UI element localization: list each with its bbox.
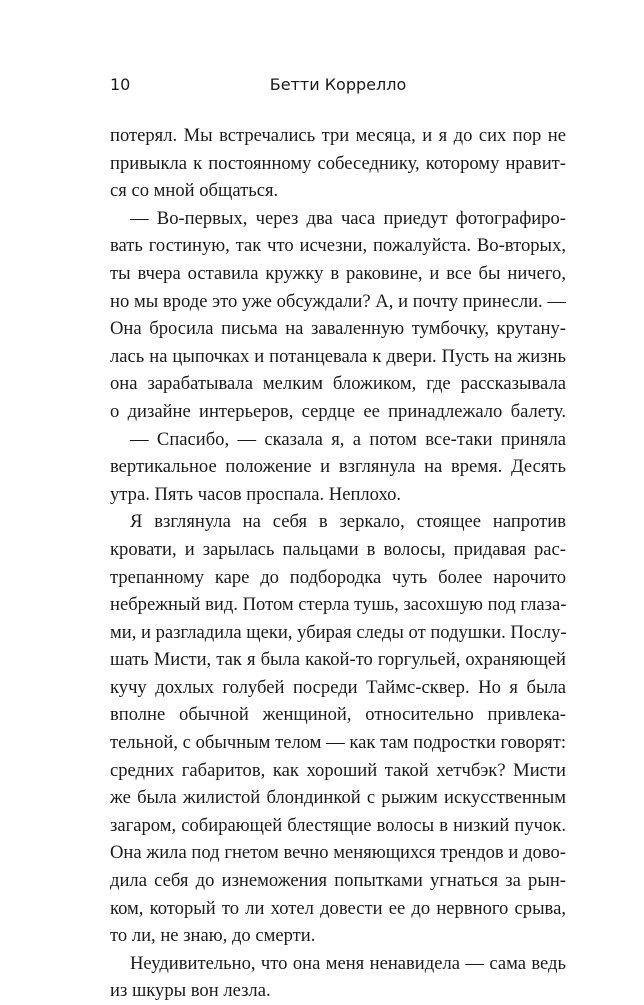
page-number: 10	[110, 75, 131, 94]
text-line: небрежный вид. Потом стерла тушь, засохшую под глаза-	[110, 594, 567, 616]
paragraph	[110, 508, 566, 950]
body-text	[110, 122, 566, 1005]
text-line: тельной, с обычным телом — как там подростки говорят:	[110, 732, 566, 754]
text-line: ми, и разгладила щеки, убирая следы от подушки. Послу-	[110, 621, 567, 643]
text-line: лась на цыпочках и потанцевала к двери. Пусть на жизнь	[110, 345, 566, 367]
text-line: то ли, не знаю, до смерти.	[110, 925, 316, 947]
text-line: Она бросила письма на заваленную тумбочку, крутану-	[110, 318, 566, 340]
text-line: потерял. Мы встречались три месяца, и я до сих пор не	[110, 125, 566, 146]
text-line: о дизайне интерьеров, сердце ее принадлежало балету.	[110, 400, 566, 422]
text-line: привыкла к постоянному собеседнику, которому нравит-	[110, 152, 566, 174]
text-line: же была жилистой блондинкой с рыжим искусственным	[110, 787, 566, 809]
text-line: трепанному каре до подбородка чуть более нарочито	[110, 566, 566, 588]
paragraph	[110, 426, 566, 509]
text-line: дила себя до изнеможения попытками угнаться за рын-	[110, 870, 566, 892]
text-line: — Спасибо, — сказала я, а потом все-таки приняла	[130, 428, 566, 450]
text-line: шать Мисти, так я была какой-то горгульей, охраняющей	[110, 649, 566, 671]
text-line: вать гостиную, так что исчезни, пожалуйста. Во-вторых,	[110, 235, 566, 257]
paragraph	[110, 122, 566, 205]
text-line: — Во-первых, через два часа приедут фотографиро-	[130, 207, 566, 229]
text-line: загаром, собирающей блестящие волосы в низкий пучок.	[110, 814, 566, 836]
text-line: ты вчера оставила кружку в раковине, и все бы ничего,	[110, 262, 566, 284]
text-line: вполне обычной женщиной, относительно привлека-	[110, 704, 566, 726]
text-line: из шкуры вон лезла.	[110, 980, 271, 1002]
text-line: Неудивительно, что она меня ненавидела — сама ведь	[130, 952, 566, 974]
text-line: но мы вроде это уже обсуждали? А, и почту принесли. —	[110, 290, 566, 312]
book-author: Бетти Коррелло	[269, 75, 407, 94]
text-line: кучу дохлых голубей посреди Таймс-сквер. Но я была	[110, 676, 566, 698]
text-line: утра. Пять часов проспала. Неплохо.	[110, 483, 402, 505]
text-line: она зарабатывала мелким бложиком, где рассказывала	[110, 373, 566, 395]
text-line: Она жила под гнетом вечно меняющихся трендов и дово-	[110, 842, 566, 864]
paragraph	[110, 950, 566, 1005]
running-head	[110, 74, 566, 96]
text-line: Я взглянула на себя в зеркало, стоящее напротив	[130, 511, 566, 533]
text-line: ком, который то ли хотел довести ее до нервного срыва,	[110, 897, 566, 919]
text-line: ся со мной общаться.	[110, 180, 279, 202]
paragraph	[110, 205, 566, 426]
text-line: вертикальное положение и взглянула на время. Десять	[110, 456, 566, 478]
text-line: кровати, и зарылась пальцами в волосы, придавая рас-	[110, 538, 566, 560]
text-line: средних габаритов, как хороший такой хетчбэк? Мисти	[110, 759, 566, 781]
